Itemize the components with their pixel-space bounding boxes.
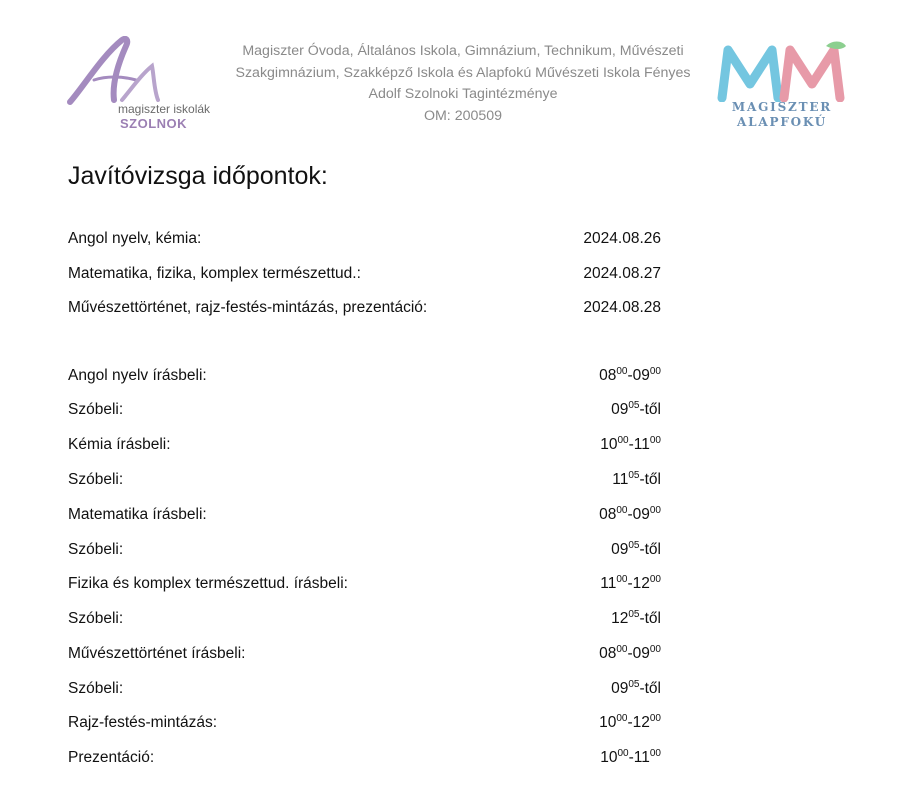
exam-part: Prezentáció: [68,749,155,766]
schedule-row [68,610,661,634]
schedule-row [68,401,661,425]
exam-part: Szóbeli: [68,610,124,627]
exam-part: Rajz-festés-mintázás: [68,714,218,731]
exam-date: 2024.08.26 [583,230,661,247]
magiszter-iskolak-logo [66,36,226,132]
exam-time: $10^{00}-11^{00}$ [600,435,661,453]
institution-line: Magiszter Óvoda, Általános Iskola, Gimnázium, Technikum, Művészeti [242,43,684,59]
exam-time: $09^{05}$-től [611,679,661,697]
logo-right-line: MAGISZTER [731,100,833,114]
mm-letters-icon [714,40,854,102]
schedule-row [68,436,661,460]
logo-left-city: SZOLNOK [120,116,188,131]
exam-part: Szóbeli: [68,401,124,418]
exam-part: Kémia írásbeli: [68,436,171,453]
exam-subjects: Matematika, fizika, komplex természettud.: [68,265,361,282]
exam-time: $11^{05}$-től [612,470,661,488]
exam-date-row [68,265,661,289]
exam-date-row [68,299,661,323]
schedule-row [68,680,661,704]
schedule-row [68,749,661,773]
schedule-row [68,367,661,391]
exam-part: Angol nyelv írásbeli: [68,367,207,384]
exam-time: $12^{05}$-től [611,609,661,627]
page-title: Javítóvizsga időpontok: [68,162,328,190]
exam-date: 2024.08.27 [583,265,661,282]
exam-time: $10^{00}-12^{00}$ [599,713,661,731]
schedule-row [68,714,661,738]
exam-subjects: Művészettörténet, rajz-festés-mintázás, prezentáció: [68,299,428,316]
schedule-row [68,471,661,495]
logo-left-caption: magiszter iskolák [118,102,211,116]
exam-time: $08^{00}-09^{00}$ [599,644,661,662]
schedule-row [68,575,661,599]
exam-part: Matematika írásbeli: [68,506,207,523]
exam-time: $09^{05}$-től [611,540,661,558]
exam-part: Szóbeli: [68,471,124,488]
om-number: OM: 200509 [423,107,503,124]
exam-time: $09^{05}$-től [611,400,661,418]
schedule-row [68,506,661,530]
institution-line: Szakgimnázium, Szakképző Iskola és Alapfokú Művészeti Iskola Fényes [235,64,691,81]
exam-subjects: Angol nyelv, kémia: [68,230,202,247]
exam-date-row [68,230,661,254]
exam-part: Szóbeli: [68,680,124,697]
schedule-row [68,645,661,669]
exam-time: $08^{00}-09^{00}$ [599,366,661,384]
letterhead [0,0,901,140]
exam-time: $10^{00}-11^{00}$ [600,748,661,766]
institution-name [210,41,716,127]
exam-time: $11^{00}-12^{00}$ [600,574,661,592]
exam-part: Művészettörténet írásbeli: [68,645,246,662]
exam-time: $08^{00}-09^{00}$ [599,505,661,523]
schedule-row [68,541,661,565]
logo-right-line: ALAPFOKÚ [737,115,827,129]
institution-line: Adolf Szolnoki Tagintézménye [368,86,558,102]
exam-part: Fizika és komplex természettud. írásbeli: [68,575,348,592]
exam-date: 2024.08.28 [583,299,661,316]
magiszter-a-mark-icon [66,36,186,108]
magiszter-alapfoku-logo [714,40,854,136]
exam-part: Szóbeli: [68,541,124,558]
